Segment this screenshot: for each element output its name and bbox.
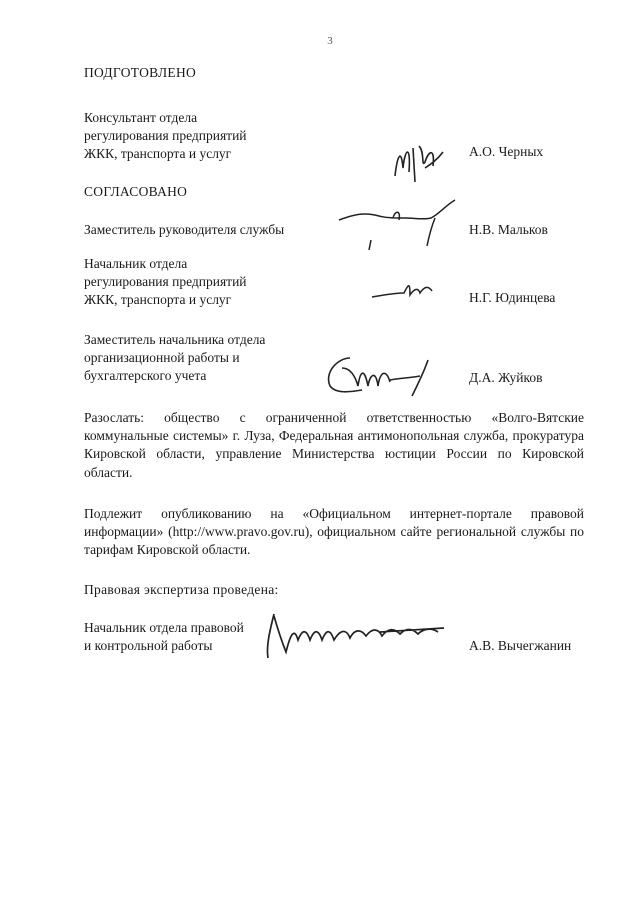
signer-3-name: Д.А. Жуйков (469, 370, 543, 385)
position-line: Заместитель начальника отдела (84, 332, 266, 347)
position-line: Консультант отдела (84, 110, 198, 125)
legal-review-position (84, 619, 244, 655)
signature-malkov (335, 196, 470, 254)
agreed-heading: СОГЛАСОВАНО (84, 184, 188, 199)
position-line: Заместитель руководителя службы (84, 222, 285, 237)
signer-3-position (84, 331, 265, 386)
position-line: бухгалтерского учета (84, 368, 207, 384)
position-line: регулирования предприятий (84, 274, 247, 290)
page-number: 3 (327, 35, 333, 47)
signer-2-name: Н.Г. Юдинцева (469, 290, 556, 305)
publication-paragraph: Подлежит опубликованию на «Официальном интернет-портале правовой информации» (http://www.pravo.gov.ru), официальном сайте региональной службы по тарифам Кировской области. (84, 506, 584, 558)
prepared-heading: ПОДГОТОВЛЕНО (84, 65, 197, 80)
position-line: Начальник отдела правовой (84, 620, 244, 635)
position-line: ЖКК, транспорта и услуг (84, 146, 232, 162)
position-line: организационной работы и (84, 350, 240, 366)
legal-review-heading: Правовая экспертиза проведена: (84, 582, 279, 597)
prepared-name: А.О. Черных (469, 144, 544, 159)
signer-1-position (84, 221, 284, 239)
signer-2-position (84, 255, 247, 310)
position-line: ЖКК, транспорта и услуг (84, 292, 232, 308)
position-line: регулирования предприятий (84, 128, 247, 144)
prepared-position (84, 109, 247, 164)
signature-yudintseva (370, 277, 440, 305)
distribution-paragraph: Разослать: общество с ограниченной ответственностью «Волго-Вятские коммунальные системы» г. Луза, Федеральная антимонопольная служба, прокуратура Кировской области, управление Министерства юстиции России по Кировской области. (84, 410, 584, 480)
signature-zhuikov (320, 352, 445, 400)
signer-1-name: Н.В. Мальков (469, 222, 548, 237)
position-line: Начальник отдела (84, 256, 188, 271)
legal-review-name: А.В. Вычегжанин (469, 638, 572, 653)
signature-vychegzhanin (262, 606, 452, 666)
signature-cherneh (385, 138, 455, 188)
position-line: и контрольной работы (84, 638, 213, 654)
